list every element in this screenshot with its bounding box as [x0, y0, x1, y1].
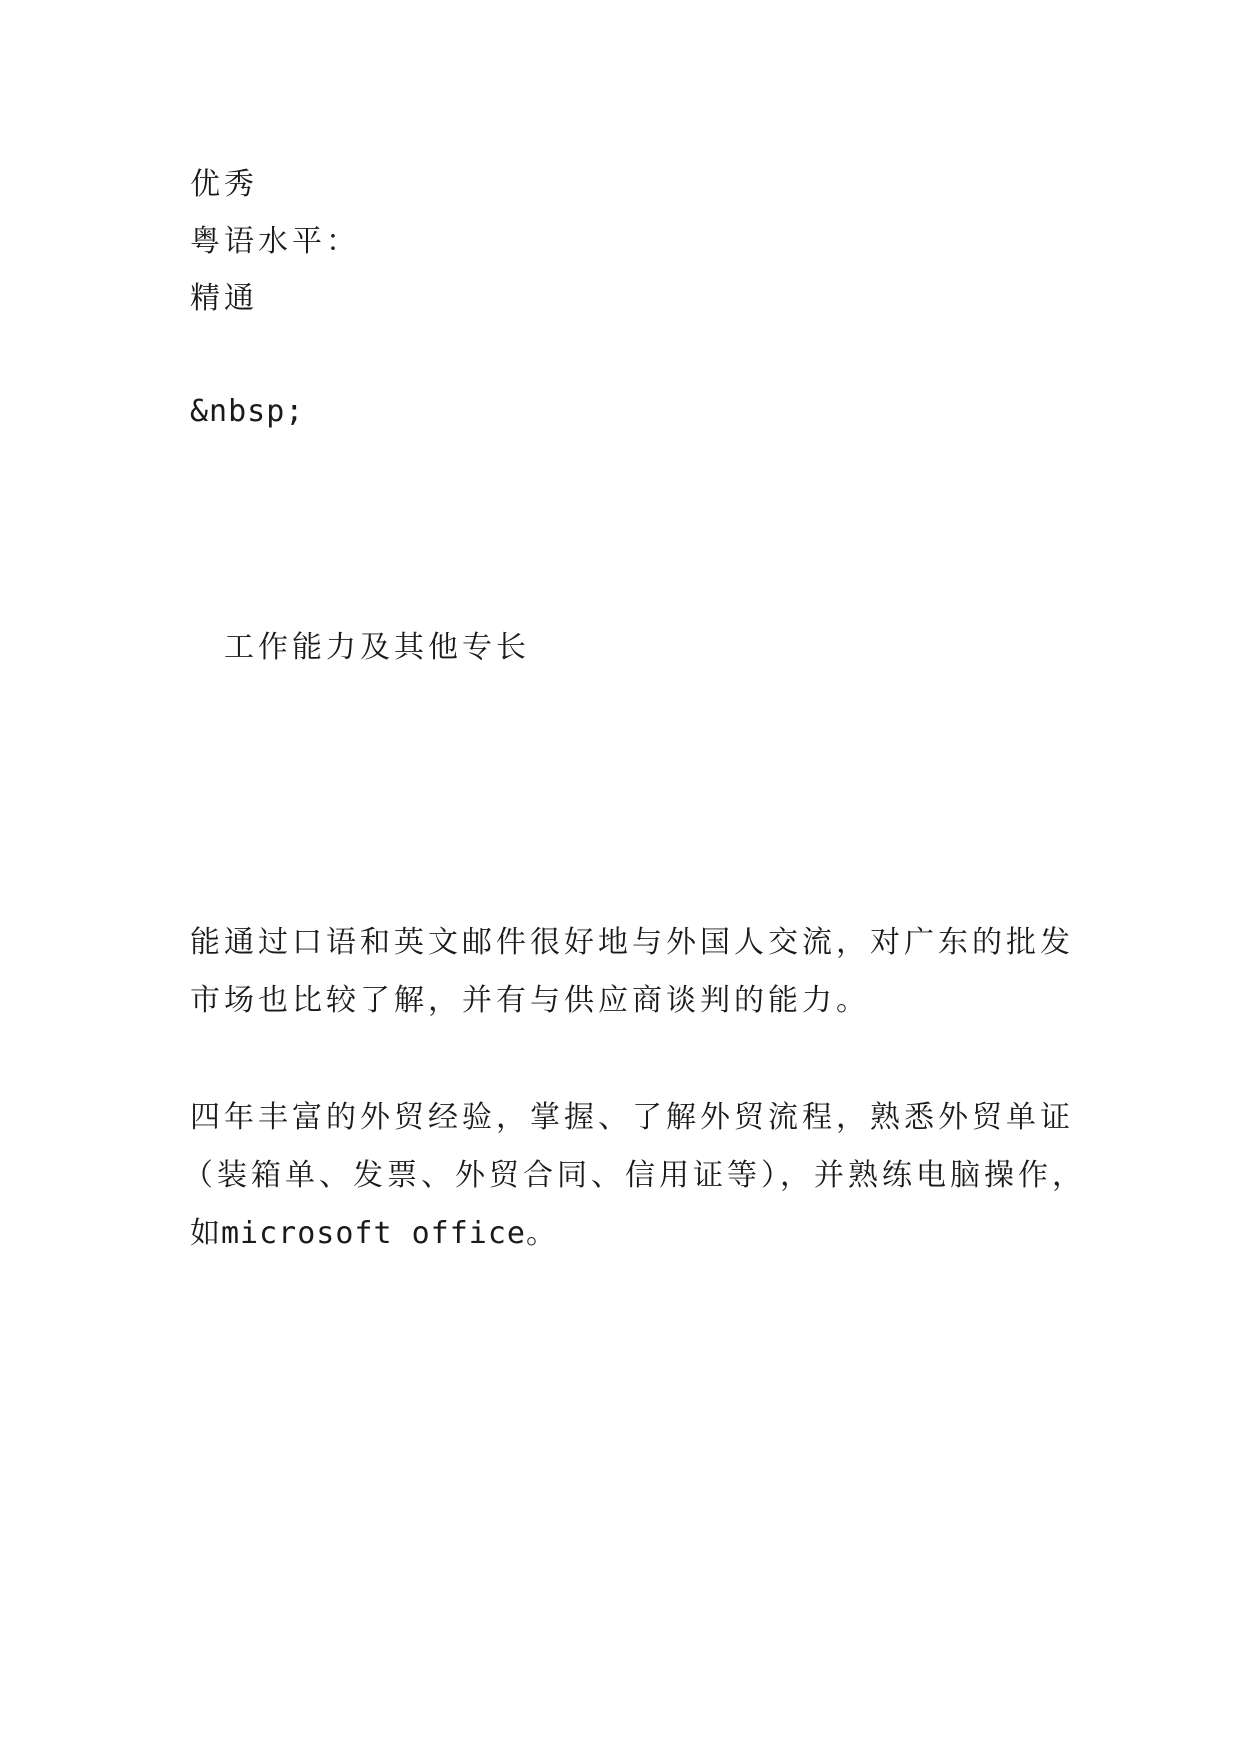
section-heading: 工作能力及其他专长	[224, 630, 530, 665]
text-line-cantonese-label: 粤语水平：	[190, 224, 360, 259]
paragraph-2-line-1: 四年丰富的外贸经验，掌握、了解外贸流程，熟悉外贸单证	[190, 1100, 1074, 1135]
paragraph-2-line-2: （装箱单、发票、外贸合同、信用证等），并熟练电脑操作，	[183, 1158, 1086, 1193]
text-line-rating: 优秀	[190, 167, 258, 202]
paragraph-2-line-3: 如microsoft office。	[190, 1216, 557, 1251]
text-line-cantonese-level: 精通	[190, 281, 258, 316]
paragraph-1-line-1: 能通过口语和英文邮件很好地与外国人交流，对广东的批发	[190, 925, 1074, 960]
paragraph-1-line-2: 市场也比较了解，并有与供应商谈判的能力。	[190, 983, 870, 1018]
text-line-nbsp-entity: &nbsp;	[190, 394, 305, 429]
